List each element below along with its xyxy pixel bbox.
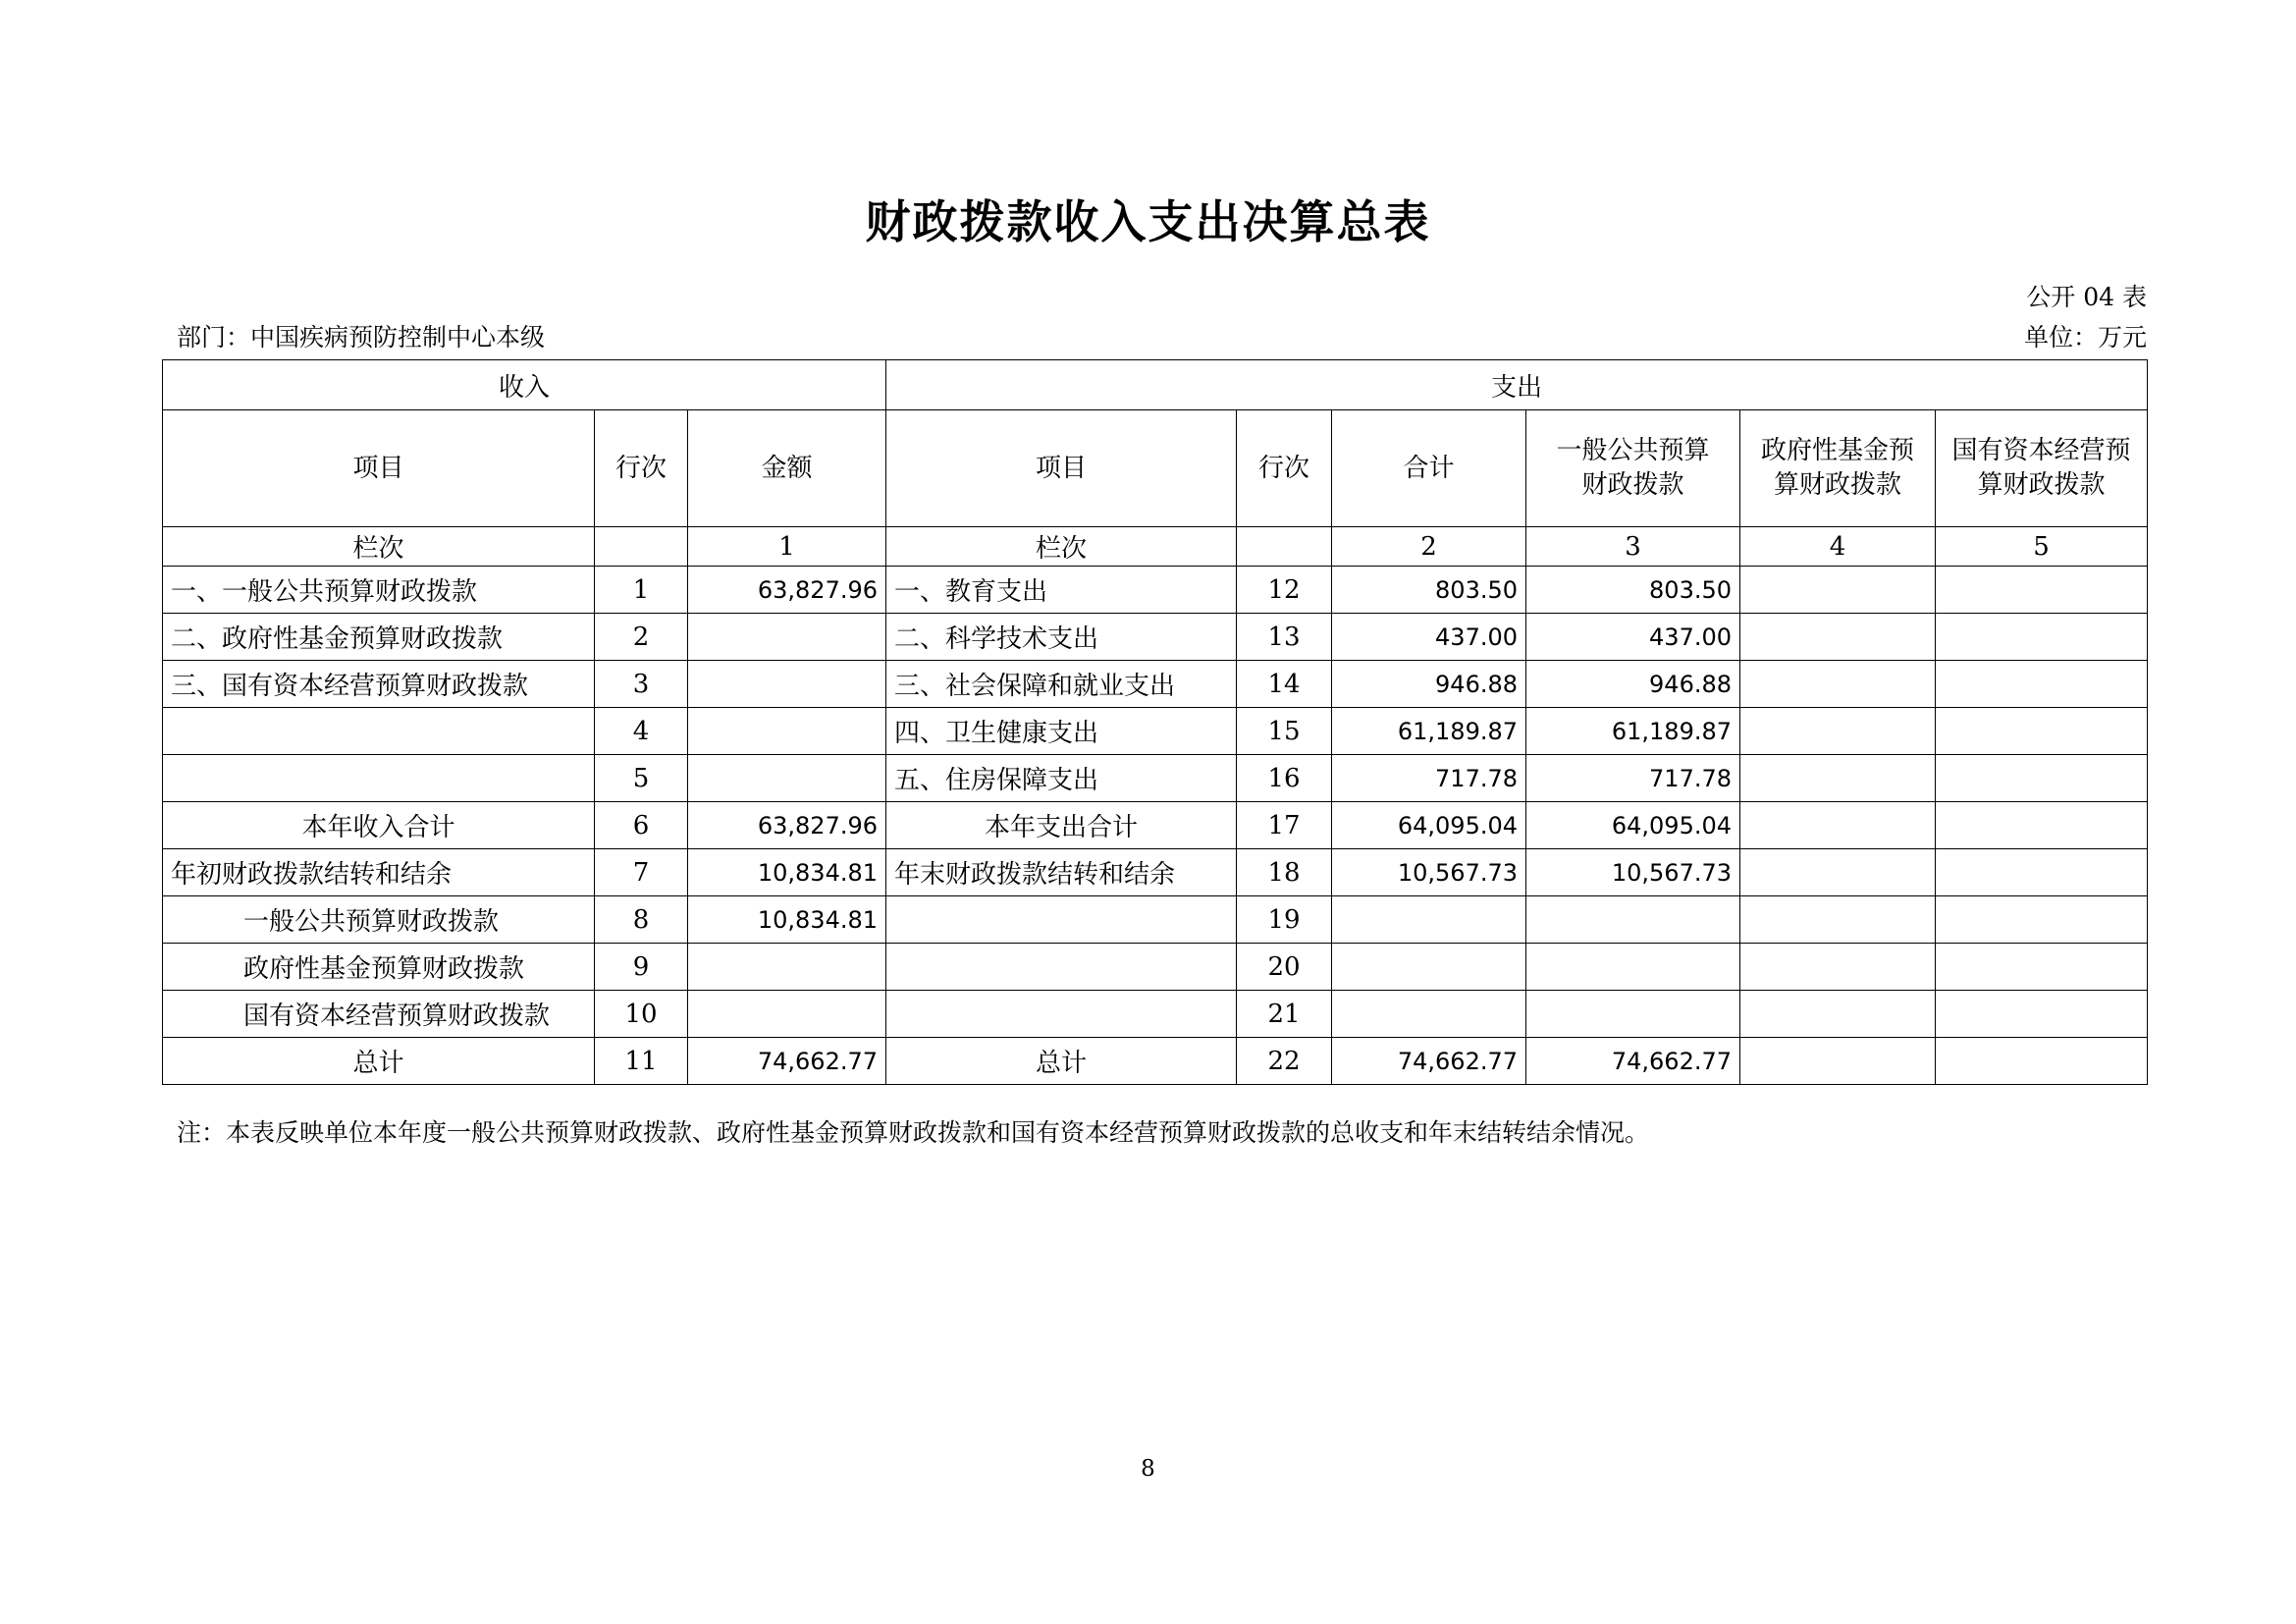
expense-general-budget: 61,189.87 bbox=[1526, 708, 1740, 755]
expense-item: 五、住房保障支出 bbox=[886, 755, 1237, 802]
income-item: 本年收入合计 bbox=[163, 802, 595, 849]
expense-total: 717.78 bbox=[1332, 755, 1526, 802]
table-row bbox=[163, 1038, 2148, 1085]
income-amount bbox=[688, 755, 886, 802]
expense-item: 总计 bbox=[886, 1038, 1237, 1085]
expense-total: 946.88 bbox=[1332, 661, 1526, 708]
income-item bbox=[163, 755, 595, 802]
expense-gov-fund bbox=[1740, 661, 1936, 708]
appropriation-summary-table bbox=[162, 359, 2148, 1085]
form-code: 公开 04 表 bbox=[2026, 283, 2147, 311]
expense-row-no: 16 bbox=[1237, 755, 1332, 802]
income-row-no: 9 bbox=[595, 944, 688, 991]
table-row bbox=[163, 708, 2148, 755]
expense-state-capital bbox=[1936, 849, 2148, 896]
table-row bbox=[163, 661, 2148, 708]
col-index-empty bbox=[595, 527, 688, 567]
expense-state-capital bbox=[1936, 661, 2148, 708]
col-header-income-item: 项目 bbox=[163, 410, 595, 527]
expense-total bbox=[1332, 896, 1526, 944]
col-header-general-budget: 一般公共预算财政拨款 bbox=[1526, 410, 1740, 527]
income-item: 二、政府性基金预算财政拨款 bbox=[163, 614, 595, 661]
col-index-3: 3 bbox=[1526, 527, 1740, 567]
income-row-no: 7 bbox=[595, 849, 688, 896]
table-row bbox=[163, 567, 2148, 614]
col-header-total: 合计 bbox=[1332, 410, 1526, 527]
expense-item: 二、科学技术支出 bbox=[886, 614, 1237, 661]
expense-total: 437.00 bbox=[1332, 614, 1526, 661]
col-header-income-row-no: 行次 bbox=[595, 410, 688, 527]
expense-general-budget: 74,662.77 bbox=[1526, 1038, 1740, 1085]
expense-section-header: 支出 bbox=[886, 360, 2148, 410]
income-item: 一、一般公共预算财政拨款 bbox=[163, 567, 595, 614]
income-amount: 63,827.96 bbox=[688, 802, 886, 849]
expense-general-budget: 803.50 bbox=[1526, 567, 1740, 614]
col-index-5: 5 bbox=[1936, 527, 2148, 567]
expense-total: 61,189.87 bbox=[1332, 708, 1526, 755]
expense-state-capital bbox=[1936, 896, 2148, 944]
income-item: 三、国有资本经营预算财政拨款 bbox=[163, 661, 595, 708]
col-header-state-capital: 国有资本经营预算财政拨款 bbox=[1936, 410, 2148, 527]
expense-general-budget bbox=[1526, 991, 1740, 1038]
expense-total: 64,095.04 bbox=[1332, 802, 1526, 849]
table-row bbox=[163, 755, 2148, 802]
expense-row-no: 19 bbox=[1237, 896, 1332, 944]
col-index-expense-label: 栏次 bbox=[886, 527, 1237, 567]
expense-total: 74,662.77 bbox=[1332, 1038, 1526, 1085]
expense-row-no: 13 bbox=[1237, 614, 1332, 661]
table-row bbox=[163, 802, 2148, 849]
expense-state-capital bbox=[1936, 567, 2148, 614]
expense-row-no: 20 bbox=[1237, 944, 1332, 991]
income-amount bbox=[688, 944, 886, 991]
income-amount bbox=[688, 991, 886, 1038]
income-amount: 63,827.96 bbox=[688, 567, 886, 614]
income-item: 政府性基金预算财政拨款 bbox=[163, 944, 595, 991]
expense-general-budget: 64,095.04 bbox=[1526, 802, 1740, 849]
section-header-row bbox=[163, 360, 2148, 410]
table-note: 注：本表反映单位本年度一般公共预算财政拨款、政府性基金预算财政拨款和国有资本经营预算财政拨款的总收支和年末结转结余情况。 bbox=[177, 1118, 1650, 1147]
department-label: 部门：中国疾病预防控制中心本级 bbox=[177, 323, 546, 352]
expense-item: 本年支出合计 bbox=[886, 802, 1237, 849]
income-item: 一般公共预算财政拨款 bbox=[163, 896, 595, 944]
expense-total: 10,567.73 bbox=[1332, 849, 1526, 896]
col-index-1: 1 bbox=[688, 527, 886, 567]
income-amount: 10,834.81 bbox=[688, 896, 886, 944]
income-row-no: 2 bbox=[595, 614, 688, 661]
expense-item bbox=[886, 991, 1237, 1038]
income-amount: 10,834.81 bbox=[688, 849, 886, 896]
expense-item: 四、卫生健康支出 bbox=[886, 708, 1237, 755]
income-row-no: 8 bbox=[595, 896, 688, 944]
table-row bbox=[163, 614, 2148, 661]
table-row bbox=[163, 896, 2148, 944]
expense-row-no: 21 bbox=[1237, 991, 1332, 1038]
expense-total bbox=[1332, 991, 1526, 1038]
col-header-expense-row-no: 行次 bbox=[1237, 410, 1332, 527]
expense-general-budget: 946.88 bbox=[1526, 661, 1740, 708]
expense-item bbox=[886, 896, 1237, 944]
expense-general-budget: 10,567.73 bbox=[1526, 849, 1740, 896]
expense-general-budget bbox=[1526, 944, 1740, 991]
column-header-row bbox=[163, 410, 2148, 527]
expense-gov-fund bbox=[1740, 1038, 1936, 1085]
expense-gov-fund bbox=[1740, 708, 1936, 755]
expense-gov-fund bbox=[1740, 614, 1936, 661]
income-item bbox=[163, 708, 595, 755]
expense-gov-fund bbox=[1740, 944, 1936, 991]
expense-state-capital bbox=[1936, 802, 2148, 849]
col-header-gov-fund: 政府性基金预算财政拨款 bbox=[1740, 410, 1936, 527]
expense-state-capital bbox=[1936, 755, 2148, 802]
income-amount bbox=[688, 708, 886, 755]
expense-row-no: 18 bbox=[1237, 849, 1332, 896]
expense-gov-fund bbox=[1740, 567, 1936, 614]
expense-state-capital bbox=[1936, 1038, 2148, 1085]
col-index-4: 4 bbox=[1740, 527, 1936, 567]
income-item: 国有资本经营预算财政拨款 bbox=[163, 991, 595, 1038]
column-index-row bbox=[163, 527, 2148, 567]
expense-general-budget: 717.78 bbox=[1526, 755, 1740, 802]
expense-row-no: 15 bbox=[1237, 708, 1332, 755]
expense-row-no: 17 bbox=[1237, 802, 1332, 849]
expense-state-capital bbox=[1936, 991, 2148, 1038]
expense-state-capital bbox=[1936, 944, 2148, 991]
expense-item: 年末财政拨款结转和结余 bbox=[886, 849, 1237, 896]
income-amount bbox=[688, 614, 886, 661]
income-row-no: 11 bbox=[595, 1038, 688, 1085]
expense-row-no: 14 bbox=[1237, 661, 1332, 708]
income-row-no: 10 bbox=[595, 991, 688, 1038]
col-header-income-amount: 金额 bbox=[688, 410, 886, 527]
col-index-empty bbox=[1237, 527, 1332, 567]
col-header-expense-item: 项目 bbox=[886, 410, 1237, 527]
expense-gov-fund bbox=[1740, 755, 1936, 802]
expense-general-budget bbox=[1526, 896, 1740, 944]
unit-label: 单位：万元 bbox=[2023, 323, 2147, 352]
page-number: 8 bbox=[1141, 1456, 1155, 1482]
table-row bbox=[163, 991, 2148, 1038]
income-item: 总计 bbox=[163, 1038, 595, 1085]
income-section-header: 收入 bbox=[163, 360, 886, 410]
expense-state-capital bbox=[1936, 614, 2148, 661]
income-row-no: 1 bbox=[595, 567, 688, 614]
income-row-no: 5 bbox=[595, 755, 688, 802]
page-title: 财政拨款收入支出决算总表 bbox=[865, 195, 1431, 248]
expense-total bbox=[1332, 944, 1526, 991]
expense-row-no: 22 bbox=[1237, 1038, 1332, 1085]
expense-item bbox=[886, 944, 1237, 991]
expense-row-no: 12 bbox=[1237, 567, 1332, 614]
expense-state-capital bbox=[1936, 708, 2148, 755]
table-row bbox=[163, 944, 2148, 991]
income-amount bbox=[688, 661, 886, 708]
expense-item: 一、教育支出 bbox=[886, 567, 1237, 614]
expense-gov-fund bbox=[1740, 991, 1936, 1038]
income-item: 年初财政拨款结转和结余 bbox=[163, 849, 595, 896]
income-row-no: 6 bbox=[595, 802, 688, 849]
income-row-no: 4 bbox=[595, 708, 688, 755]
expense-gov-fund bbox=[1740, 896, 1936, 944]
expense-total: 803.50 bbox=[1332, 567, 1526, 614]
expense-gov-fund bbox=[1740, 802, 1936, 849]
expense-gov-fund bbox=[1740, 849, 1936, 896]
col-index-2: 2 bbox=[1332, 527, 1526, 567]
expense-item: 三、社会保障和就业支出 bbox=[886, 661, 1237, 708]
col-index-label: 栏次 bbox=[163, 527, 595, 567]
income-amount: 74,662.77 bbox=[688, 1038, 886, 1085]
expense-general-budget: 437.00 bbox=[1526, 614, 1740, 661]
income-row-no: 3 bbox=[595, 661, 688, 708]
table-row bbox=[163, 849, 2148, 896]
